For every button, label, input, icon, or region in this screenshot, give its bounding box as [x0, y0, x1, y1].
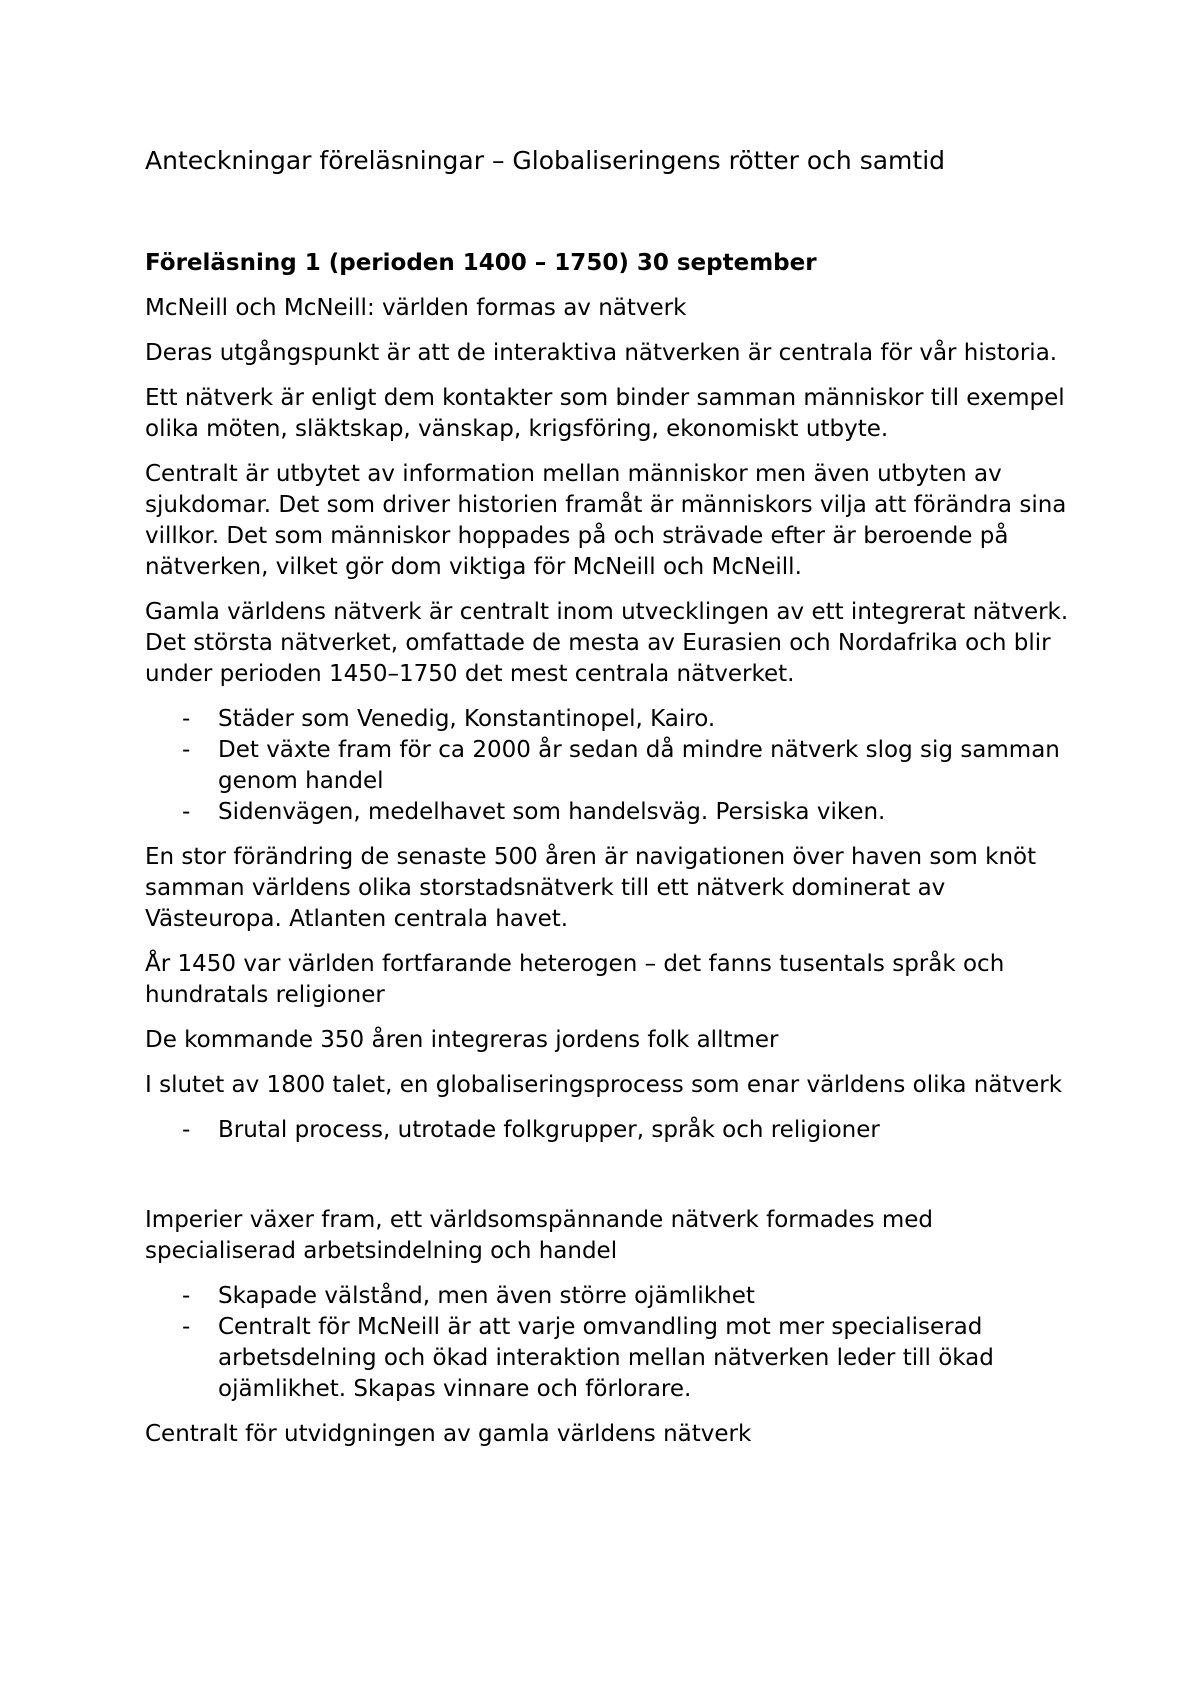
list-item: [145, 1312, 1075, 1405]
bullet-list-brutal: [145, 1115, 1075, 1146]
bullet-dash: -: [182, 1314, 191, 1340]
paragraph: Centralt för utvidgningen av gamla världens nätverk: [145, 1421, 752, 1447]
list-item: [145, 704, 1075, 735]
bullet-dash: -: [182, 1283, 191, 1309]
list-item-text: Sidenvägen, medelhavet som handelsväg. Persiska viken.: [218, 799, 886, 825]
bullet-dash: -: [182, 1117, 191, 1143]
list-item: [145, 797, 1075, 828]
list-item: [145, 735, 1075, 797]
paragraph: De kommande 350 åren integreras jordens folk alltmer: [145, 1027, 779, 1053]
lecture-heading: Föreläsning 1 (perioden 1400 – 1750) 30 september: [145, 250, 817, 276]
paragraph: Imperier växer fram, ett världsomspännande nätverk formades med specialiserad arbetsindelning och handel: [145, 1207, 934, 1264]
list-item-text: Det växte fram för ca 2000 år sedan då mindre nätverk slog sig samman genom handel: [218, 737, 1060, 794]
bullet-dash: -: [182, 706, 191, 732]
paragraph: Centralt är utbytet av information mellan människor men även utbyten av sjukdomar. Det som driver historien framåt är människors vilja att förändra sina villkor. Det som människor hoppades på och strävade efter är beroende på nätverken, vilket gör dom viktiga för McNeill och McNeill.: [145, 461, 1067, 580]
document-body: [145, 293, 1075, 1464]
list-item-text: Skapade välstånd, men även större ojämlikhet: [218, 1283, 755, 1309]
list-item: [145, 1115, 1075, 1146]
bullet-list-empires: [145, 1281, 1075, 1405]
paragraph: Gamla världens nätverk är centralt inom utvecklingen av ett integrerat nätverk. Det största nätverket, omfattade de mesta av Eurasien och Nordafrika och blir under perioden 1450–1750 det mest centrala nätverket.: [145, 599, 1069, 687]
paragraph: En stor förändring de senaste 500 åren är navigationen över haven som knöt samman världens olika storstadsnätverk till ett nätverk dominerat av Västeuropa. Atlanten centrala havet.: [145, 844, 1037, 932]
bullet-list-old-world: [145, 704, 1075, 828]
list-item-text: Brutal process, utrotade folkgrupper, språk och religioner: [218, 1117, 880, 1143]
document-title: Anteckningar föreläsningar – Globaliseringens rötter och samtid: [145, 146, 946, 175]
paragraph: I slutet av 1800 talet, en globaliseringsprocess som enar världens olika nätverk: [145, 1072, 1063, 1098]
list-item-text: Städer som Venedig, Konstantinopel, Kairo.: [218, 706, 716, 732]
paragraph: McNeill och McNeill: världen formas av nätverk: [145, 295, 687, 321]
paragraph: Ett nätverk är enligt dem kontakter som binder samman människor till exempel olika möten, släktskap, vänskap, krigsföring, ekonomiskt utbyte.: [145, 385, 1065, 442]
bullet-dash: -: [182, 799, 191, 825]
paragraph: Deras utgångspunkt är att de interaktiva nätverken är centrala för vår historia.: [145, 340, 1058, 366]
paragraph: År 1450 var världen fortfarande heterogen – det fanns tusentals språk och hundratals religioner: [145, 951, 1005, 1008]
list-item: [145, 1281, 1075, 1312]
bullet-dash: -: [182, 737, 191, 763]
blank-line: [145, 1160, 1075, 1205]
list-item-text: Centralt för McNeill är att varje omvandling mot mer specialiserad arbetsdelning och ökad interaktion mellan nätverken leder till ökad ojämlikhet. Skapas vinnare och förlorare.: [218, 1314, 994, 1402]
